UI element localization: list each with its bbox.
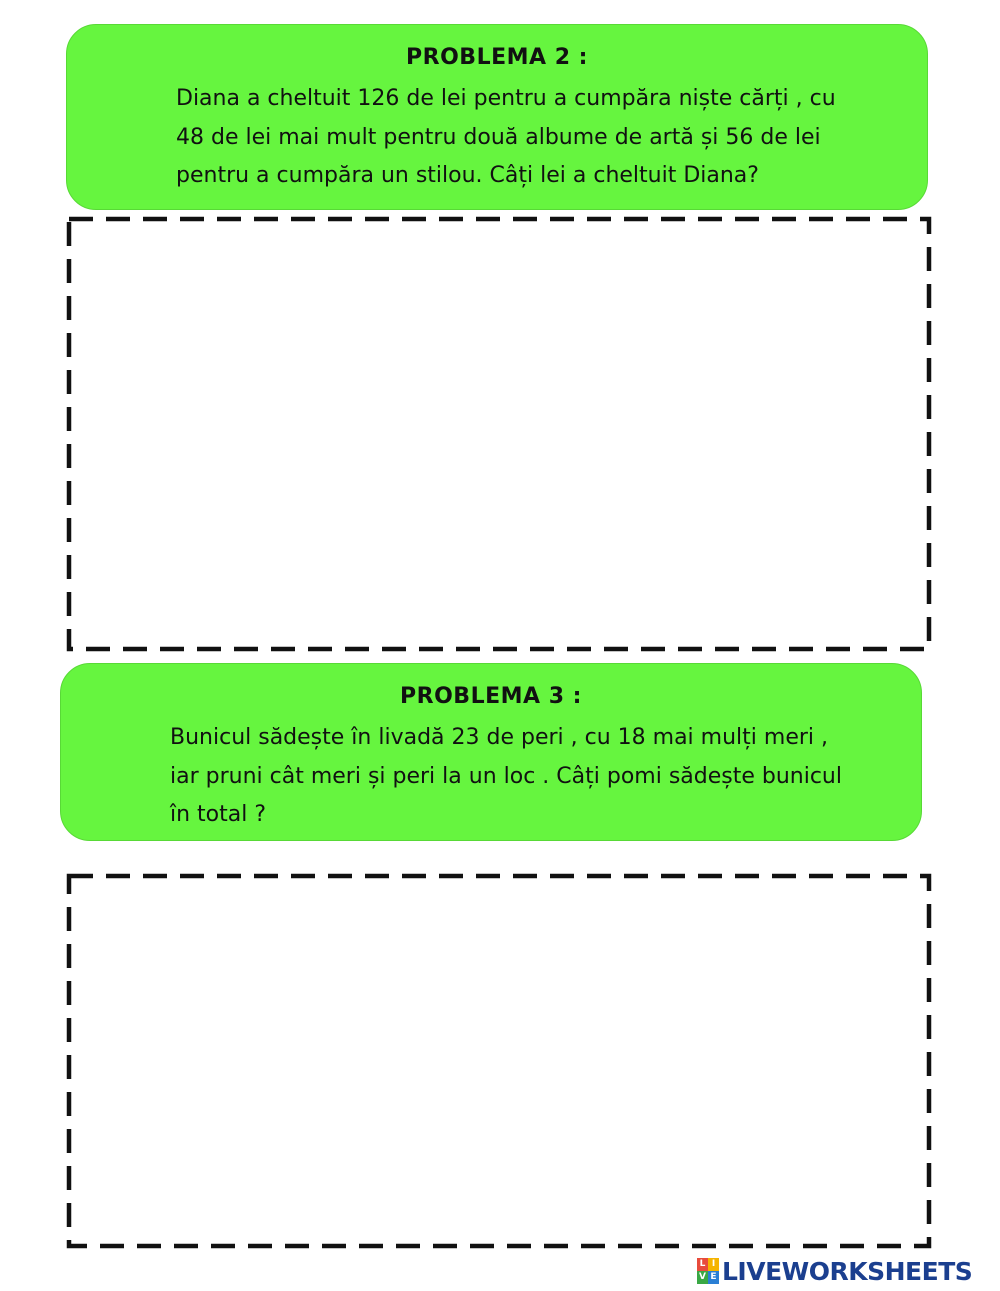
problem-2-text: [176, 80, 836, 196]
badge-letter: E: [708, 1271, 719, 1284]
problem-2-title: PROBLEMA 2 :: [406, 45, 588, 70]
badge-letter: I: [708, 1258, 719, 1271]
problem-3-card: [60, 663, 922, 841]
dashed-border: [66, 873, 932, 1249]
problem-3-line: iar pruni cât meri și peri la un loc . Câți pomi sădește bunicul: [170, 763, 842, 789]
problem-2-line: pentru a cumpăra un stilou. Câți lei a cheltuit Diana?: [176, 163, 759, 188]
brand-name: LIVEWORKSHEETS: [722, 1256, 973, 1286]
problem-3-line: în total ?: [170, 802, 267, 827]
problem-2-line: 48 de lei mai mult pentru două albume de artă și 56 de lei: [176, 124, 821, 150]
dashed-border: [66, 216, 932, 652]
badge-letter: V: [697, 1271, 708, 1284]
liveworksheets-badge-icon: [697, 1258, 719, 1284]
badge-letter: L: [697, 1258, 708, 1271]
problem-2-answer-area[interactable]: [66, 216, 932, 652]
problem-3-line: Bunicul sădește în livadă 23 de peri , cu 18 mai mulți meri ,: [170, 725, 828, 750]
problem-3-text: [170, 719, 842, 835]
problem-3-title: PROBLEMA 3 :: [400, 684, 582, 709]
problem-3-answer-area[interactable]: [66, 873, 932, 1249]
liveworksheets-logo: [697, 1254, 972, 1288]
problem-2-line: Diana a cheltuit 126 de lei pentru a cumpăra niște cărți , cu: [176, 86, 836, 111]
problem-2-card: [66, 24, 928, 210]
